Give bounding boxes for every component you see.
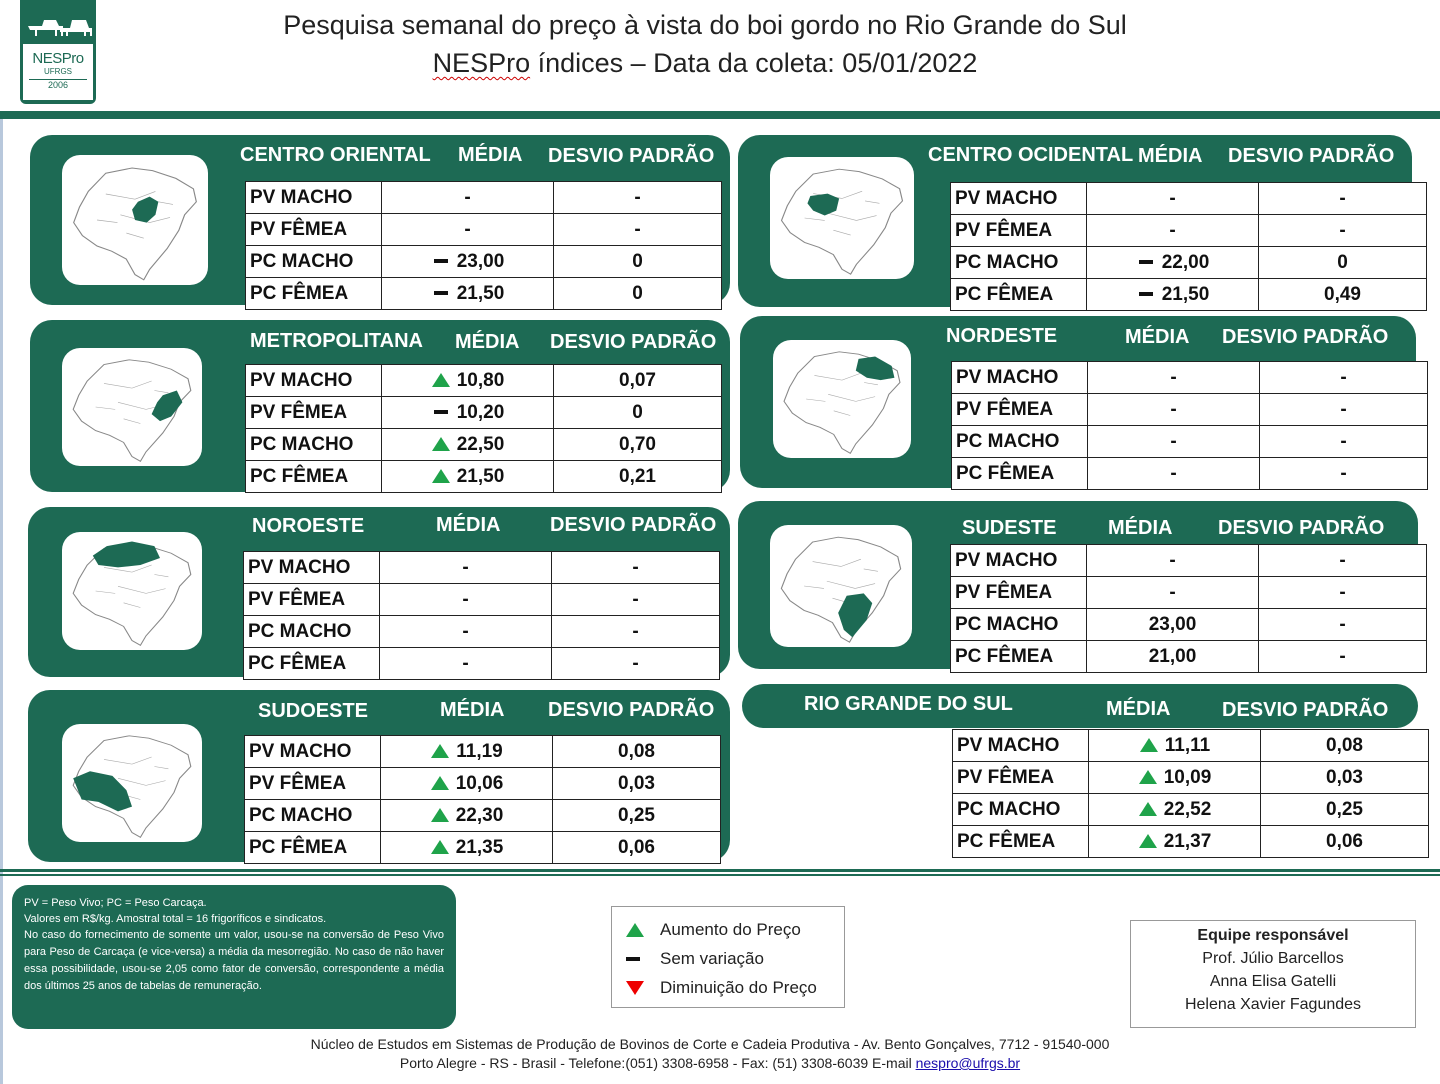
col-media-header: MÉDIA — [1108, 517, 1173, 539]
media-value: 22,30 — [455, 804, 504, 826]
note-line: PV = Peso Vivo; PC = Peso Carcaça. — [24, 897, 207, 909]
subtitle-rest: índices – Data da coleta: 05/01/2022 — [530, 48, 978, 78]
desvio-value: 0,21 — [554, 461, 722, 493]
media-cell — [382, 246, 554, 278]
row-label: PC MACHO — [246, 429, 382, 461]
region-name: RIO GRANDE DO SUL — [804, 693, 1013, 715]
triangle-up-icon — [1139, 802, 1157, 816]
media-value: 23,00 — [1148, 613, 1197, 635]
row-label: PC FÊMEA — [953, 826, 1089, 858]
media-cell — [381, 800, 553, 832]
table-row — [952, 458, 1428, 490]
note-line: Valores em R$/kg. Amostral total = 16 frigoríficos e sindicatos. — [24, 913, 327, 925]
row-label: PC MACHO — [952, 426, 1088, 458]
page-title: Pesquisa semanal do preço à vista do boi gordo no Rio Grande do Sul — [283, 10, 1127, 40]
dash-icon — [1139, 292, 1153, 296]
legend-eq-label: Sem variação — [660, 948, 764, 968]
triangle-down-icon — [626, 981, 644, 995]
desvio-value: 0,70 — [554, 429, 722, 461]
table-row — [951, 215, 1427, 247]
table-row — [246, 246, 722, 278]
table-row — [244, 584, 720, 616]
row-label: PV MACHO — [951, 545, 1087, 577]
col-media-header: MÉDIA — [1138, 145, 1203, 167]
media-cell — [382, 461, 554, 493]
region-name: NOROESTE — [252, 515, 365, 537]
email-link[interactable]: nespro@ufrgs.br — [915, 1055, 1021, 1071]
row-label: PC FÊMEA — [246, 461, 382, 493]
desvio-value: 0 — [554, 246, 722, 278]
region-name: SUDOESTE — [258, 700, 369, 722]
table-row — [951, 545, 1427, 577]
media-cell — [381, 832, 553, 864]
row-label: PV FÊMEA — [952, 394, 1088, 426]
team-member: Helena Xavier Fagundes — [1184, 996, 1362, 1013]
col-media-header: MÉDIA — [458, 144, 523, 166]
legend-eq — [626, 944, 830, 973]
media-value: - — [464, 218, 471, 240]
row-label: PV MACHO — [245, 736, 381, 768]
col-desvio-header: DESVIO PADRÃO — [1228, 145, 1395, 167]
cattle-icon — [20, 0, 96, 44]
desvio-value: - — [1260, 426, 1428, 458]
desvio-value: 0,06 — [1261, 826, 1429, 858]
media-cell — [1087, 609, 1259, 641]
col-media-header: MÉDIA — [1125, 326, 1190, 348]
col-desvio-header: DESVIO PADRÃO — [550, 331, 717, 353]
desvio-value: - — [552, 584, 720, 616]
team-member: Prof. Júlio Barcellos — [1202, 950, 1344, 967]
media-cell — [380, 584, 552, 616]
media-cell — [382, 429, 554, 461]
triangle-up-icon — [432, 469, 450, 483]
table-row — [953, 762, 1429, 794]
media-value: 11,11 — [1164, 734, 1211, 756]
desvio-value: - — [1259, 215, 1427, 247]
media-cell — [381, 736, 553, 768]
triangle-up-icon — [432, 437, 450, 451]
row-label: PV MACHO — [244, 552, 380, 584]
row-label: PV MACHO — [246, 182, 382, 214]
table-row — [245, 832, 721, 864]
row-label: PC FÊMEA — [244, 648, 380, 680]
media-cell — [382, 182, 554, 214]
region-map-icon — [62, 348, 202, 466]
table-row — [951, 279, 1427, 311]
region-map-icon — [62, 532, 202, 650]
row-label: PV MACHO — [951, 183, 1087, 215]
logo-name: NESPro — [32, 50, 84, 67]
dash-icon — [434, 259, 448, 263]
price-table — [950, 182, 1427, 311]
media-cell — [1087, 215, 1259, 247]
row-label: PV MACHO — [953, 730, 1089, 762]
region-map-icon — [773, 340, 911, 458]
legend-up — [626, 915, 830, 944]
media-value: - — [1169, 219, 1176, 241]
triangle-up-icon — [626, 923, 644, 937]
media-cell — [380, 552, 552, 584]
media-cell — [382, 214, 554, 246]
media-cell — [1089, 794, 1261, 826]
desvio-value: - — [1259, 577, 1427, 609]
team-member: Anna Elisa Gatelli — [1209, 973, 1337, 990]
note-line: No caso do fornecimento de somente um valor, usou-se na conversão de Peso Vivo para Peso de Carcaça (e vice-versa) a média da mesorregião. No caso de não haver essa possibilidade, usou-se 2,05 como fator de conversão, correspondente a média dos últimos 25 anos de tabelas de remuneração. — [24, 929, 444, 992]
dash-icon — [434, 410, 448, 414]
table-row — [952, 426, 1428, 458]
table-row — [246, 429, 722, 461]
desvio-value: - — [1260, 362, 1428, 394]
page-subtitle — [200, 48, 1210, 79]
desvio-value: 0,07 — [554, 365, 722, 397]
table-row — [245, 800, 721, 832]
price-table — [950, 544, 1427, 673]
media-value: 11,19 — [456, 740, 503, 762]
row-label: PV FÊMEA — [951, 215, 1087, 247]
logo-sub: UFRGS — [44, 67, 72, 76]
media-value: - — [1170, 398, 1177, 420]
legend — [611, 906, 845, 1008]
triangle-up-icon — [431, 744, 449, 758]
table-row — [246, 182, 722, 214]
media-value: 21,35 — [455, 836, 504, 858]
media-value: 10,20 — [456, 401, 505, 423]
triangle-up-icon — [432, 373, 450, 387]
triangle-up-icon — [431, 776, 449, 790]
media-value: 21,37 — [1163, 830, 1212, 852]
desvio-value: 0,08 — [553, 736, 721, 768]
media-cell — [1087, 279, 1259, 311]
media-cell — [1088, 458, 1260, 490]
table-row — [952, 394, 1428, 426]
table-row — [246, 397, 722, 429]
media-cell — [380, 616, 552, 648]
methodology-notes — [12, 885, 456, 1029]
top-divider — [0, 111, 1440, 119]
triangle-up-icon — [431, 808, 449, 822]
desvio-value: 0,08 — [1261, 730, 1429, 762]
media-value: 21,50 — [456, 465, 505, 487]
media-cell — [1087, 183, 1259, 215]
media-value: - — [1169, 581, 1176, 603]
row-label: PC FÊMEA — [246, 278, 382, 310]
desvio-value: 0,25 — [1261, 794, 1429, 826]
media-value: 10,09 — [1163, 766, 1212, 788]
media-cell — [1089, 826, 1261, 858]
region-name: CENTRO OCIDENTAL — [928, 144, 1134, 166]
subtitle-brand: NESPro — [432, 48, 531, 78]
row-label: PV MACHO — [246, 365, 382, 397]
desvio-value: - — [554, 182, 722, 214]
row-label: PC MACHO — [244, 616, 380, 648]
table-row — [951, 641, 1427, 673]
media-value: 10,80 — [456, 369, 505, 391]
price-table — [243, 551, 720, 680]
row-label: PV FÊMEA — [244, 584, 380, 616]
triangle-up-icon — [1140, 738, 1158, 752]
legend-down — [626, 973, 830, 1002]
media-value: - — [1170, 462, 1177, 484]
bottom-divider — [0, 869, 1440, 872]
table-row — [244, 648, 720, 680]
row-label: PC FÊMEA — [951, 641, 1087, 673]
media-cell — [380, 648, 552, 680]
media-value: - — [462, 620, 469, 642]
price-table — [952, 729, 1429, 858]
media-cell — [1089, 730, 1261, 762]
team-box — [1130, 920, 1416, 1028]
region-map-icon — [62, 724, 202, 842]
dash-icon — [434, 291, 448, 295]
desvio-value: - — [552, 552, 720, 584]
table-row — [244, 552, 720, 584]
col-desvio-header: DESVIO PADRÃO — [1218, 517, 1385, 539]
region-map-icon — [770, 157, 914, 279]
media-cell — [381, 768, 553, 800]
region-map-icon — [62, 155, 208, 285]
table-row — [246, 214, 722, 246]
desvio-value: - — [554, 214, 722, 246]
col-desvio-header: DESVIO PADRÃO — [548, 145, 715, 167]
media-value: - — [1170, 366, 1177, 388]
desvio-value: 0 — [554, 278, 722, 310]
row-label: PC MACHO — [951, 609, 1087, 641]
desvio-value: 0 — [1259, 247, 1427, 279]
table-row — [951, 577, 1427, 609]
table-row — [245, 768, 721, 800]
desvio-value: 0,06 — [553, 832, 721, 864]
price-table — [245, 181, 722, 310]
price-table — [244, 735, 721, 864]
table-row — [245, 736, 721, 768]
price-table — [951, 361, 1428, 490]
media-value: 22,52 — [1163, 798, 1212, 820]
table-row — [953, 794, 1429, 826]
bottom-divider-2 — [0, 874, 1440, 876]
desvio-value: - — [552, 648, 720, 680]
region-name: CENTRO ORIENTAL — [240, 144, 431, 166]
col-media-header: MÉDIA — [455, 331, 520, 353]
col-desvio-header: DESVIO PADRÃO — [548, 699, 715, 721]
media-value: 21,50 — [1161, 283, 1210, 305]
footer-phone: Porto Alegre - RS - Brasil - Telefone:(051) 3308-6958 - Fax: (51) 3308-6039 E-mail — [399, 1055, 916, 1071]
row-label: PV MACHO — [952, 362, 1088, 394]
row-label: PC MACHO — [246, 246, 382, 278]
media-value: - — [1170, 430, 1177, 452]
col-desvio-header: DESVIO PADRÃO — [550, 514, 717, 536]
media-value: 10,06 — [455, 772, 504, 794]
desvio-value: 0,03 — [553, 768, 721, 800]
media-value: 21,50 — [456, 282, 505, 304]
desvio-value: 0,25 — [553, 800, 721, 832]
triangle-up-icon — [1139, 770, 1157, 784]
region-name: NORDESTE — [946, 325, 1058, 347]
row-label: PV FÊMEA — [953, 762, 1089, 794]
table-row — [246, 278, 722, 310]
footer-contact — [240, 1055, 1180, 1071]
triangle-up-icon — [431, 840, 449, 854]
table-row — [953, 826, 1429, 858]
table-row — [952, 362, 1428, 394]
media-value: 21,00 — [1148, 645, 1197, 667]
row-label: PC MACHO — [953, 794, 1089, 826]
desvio-value: - — [1259, 183, 1427, 215]
desvio-value: 0,49 — [1259, 279, 1427, 311]
media-value: - — [462, 588, 469, 610]
media-value: - — [462, 556, 469, 578]
region-name: SUDESTE — [962, 517, 1057, 539]
table-row — [951, 183, 1427, 215]
media-value: 22,50 — [456, 433, 505, 455]
table-row — [951, 609, 1427, 641]
row-label: PC FÊMEA — [951, 279, 1087, 311]
col-desvio-header: DESVIO PADRÃO — [1222, 326, 1389, 348]
team-title: Equipe responsável — [1197, 927, 1349, 944]
media-cell — [1087, 641, 1259, 673]
desvio-value: 0,03 — [1261, 762, 1429, 794]
logo-year: 2006 — [29, 79, 87, 90]
desvio-value: - — [552, 616, 720, 648]
region-map-icon — [770, 525, 912, 647]
media-value: - — [1169, 549, 1176, 571]
media-value: - — [462, 652, 469, 674]
table-row — [951, 247, 1427, 279]
row-label: PV FÊMEA — [246, 397, 382, 429]
desvio-value: 0 — [554, 397, 722, 429]
desvio-value: - — [1260, 394, 1428, 426]
col-media-header: MÉDIA — [440, 699, 505, 721]
row-label: PV FÊMEA — [246, 214, 382, 246]
media-cell — [1087, 577, 1259, 609]
media-value: 23,00 — [456, 250, 505, 272]
row-label: PC FÊMEA — [245, 832, 381, 864]
desvio-value: - — [1259, 545, 1427, 577]
dash-icon — [1139, 260, 1153, 264]
nespro-logo — [20, 0, 96, 104]
row-label: PC MACHO — [951, 247, 1087, 279]
region-name: METROPOLITANA — [250, 330, 423, 352]
media-cell — [1088, 362, 1260, 394]
media-value: 22,00 — [1161, 251, 1210, 273]
media-cell — [1088, 394, 1260, 426]
media-cell — [1087, 545, 1259, 577]
media-value: - — [464, 186, 471, 208]
table-row — [246, 365, 722, 397]
triangle-up-icon — [1139, 834, 1157, 848]
price-table — [245, 364, 722, 493]
col-desvio-header: DESVIO PADRÃO — [1222, 699, 1389, 721]
row-label: PV FÊMEA — [245, 768, 381, 800]
row-label: PC FÊMEA — [952, 458, 1088, 490]
media-cell — [1089, 762, 1261, 794]
dash-icon — [626, 957, 640, 961]
media-cell — [1087, 247, 1259, 279]
col-media-header: MÉDIA — [1106, 698, 1171, 720]
media-cell — [382, 365, 554, 397]
media-value: - — [1169, 187, 1176, 209]
legend-down-label: Diminuição do Preço — [660, 977, 817, 997]
col-media-header: MÉDIA — [436, 514, 501, 536]
desvio-value: - — [1260, 458, 1428, 490]
desvio-value: - — [1259, 609, 1427, 641]
media-cell — [1088, 426, 1260, 458]
row-label: PC MACHO — [245, 800, 381, 832]
left-border — [0, 119, 3, 1084]
table-row — [244, 616, 720, 648]
row-label: PV FÊMEA — [951, 577, 1087, 609]
media-cell — [382, 397, 554, 429]
legend-up-label: Aumento do Preço — [660, 919, 801, 939]
table-row — [953, 730, 1429, 762]
media-cell — [382, 278, 554, 310]
desvio-value: - — [1259, 641, 1427, 673]
table-row — [246, 461, 722, 493]
footer-address: Núcleo de Estudos em Sistemas de Produção de Bovinos de Corte e Cadeia Produtiva - Av. Bento Gonçalves, 7712 - 91540-000 — [310, 1036, 1110, 1052]
